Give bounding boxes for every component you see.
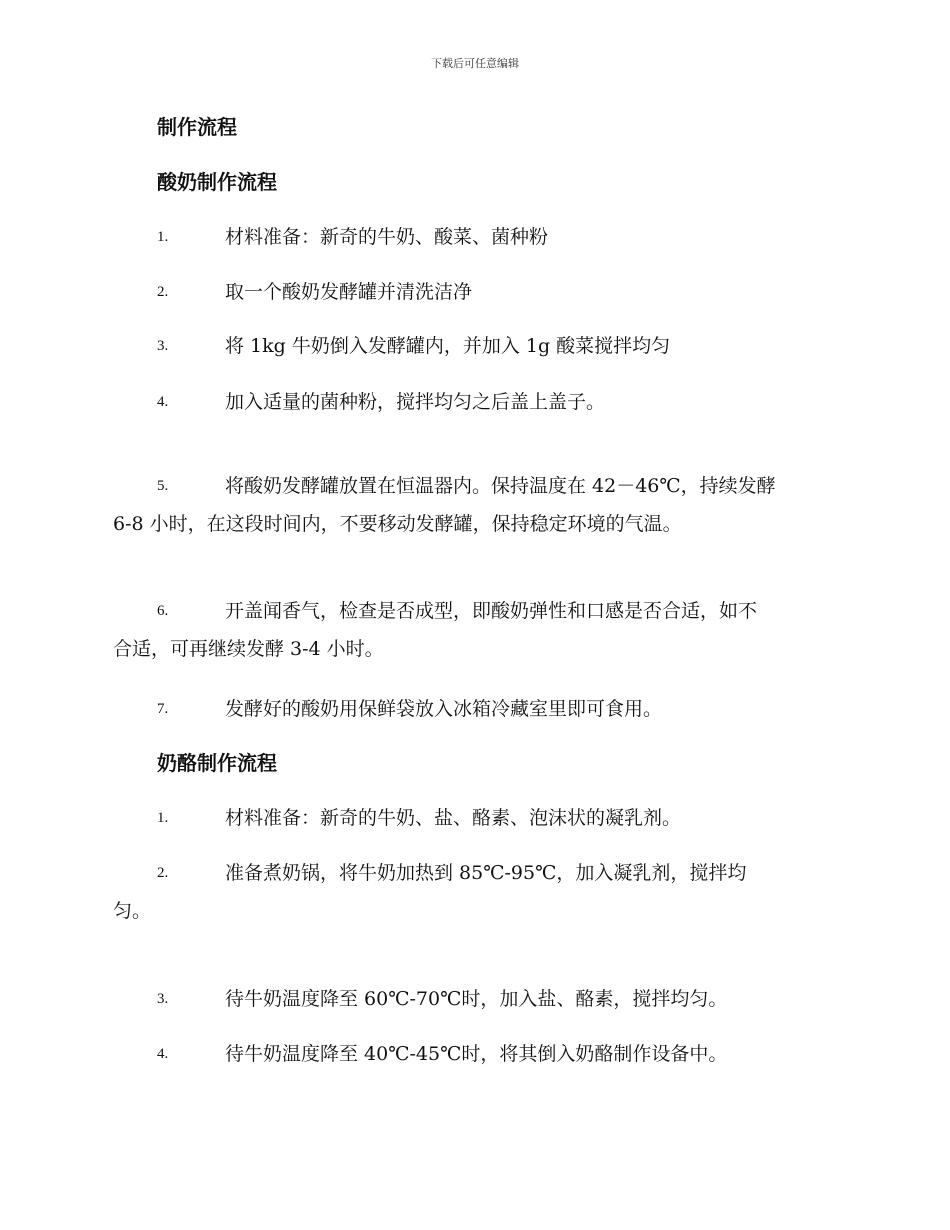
step-number: 3.	[157, 338, 169, 354]
yogurt-step-7	[113, 690, 835, 728]
step-number: 6.	[157, 603, 169, 619]
step-number: 1.	[157, 810, 169, 826]
cheese-section-heading: 奶酪制作流程	[157, 751, 277, 775]
step-text: 待牛奶温度降至 60℃-70℃时，加入盐、酪素，搅拌均匀。	[225, 988, 728, 1010]
step-text: 将 1kg 牛奶倒入发酵罐内，并加入 1g 酸菜搅拌均匀	[225, 335, 671, 357]
step-text: 发酵好的酸奶用保鲜袋放入冰箱冷藏室里即可食用。	[225, 698, 663, 720]
yogurt-step-1	[113, 218, 835, 256]
yogurt-step-5	[113, 467, 835, 543]
cheese-step-3	[113, 980, 835, 1018]
yogurt-step-4	[113, 383, 835, 421]
step-number: 1.	[157, 229, 169, 245]
step-text: 待牛奶温度降至 40℃-45℃时，将其倒入奶酪制作设备中。	[225, 1043, 728, 1065]
yogurt-step-3	[113, 327, 835, 365]
yogurt-section-heading: 酸奶制作流程	[157, 170, 277, 194]
step-text-continued: 合适，可再继续发酵 3-4 小时。	[113, 638, 384, 660]
step-number: 2.	[157, 865, 169, 881]
yogurt-step-2	[113, 273, 835, 311]
yogurt-step-6	[113, 592, 835, 668]
step-text: 材料准备：新奇的牛奶、酸菜、菌种粉	[225, 226, 549, 248]
step-text: 加入适量的菌种粉，搅拌均匀之后盖上盖子。	[225, 391, 606, 413]
step-text: 将酸奶发酵罐放置在恒温器内。保持温度在 42－46℃，持续发酵	[225, 475, 776, 497]
step-text-continued: 匀。	[113, 900, 152, 922]
step-text: 取一个酸奶发酵罐并清洗洁净	[225, 281, 473, 303]
step-number: 2.	[157, 284, 169, 300]
page-title: 制作流程	[157, 115, 237, 139]
step-number: 4.	[157, 394, 169, 410]
step-text-continued: 6-8 小时，在这段时间内，不要移动发酵罐，保持稳定环境的气温。	[113, 513, 682, 535]
header-note: 下载后可任意编辑	[431, 57, 519, 70]
step-number: 7.	[157, 701, 169, 717]
step-text: 准备煮奶锅，将牛奶加热到 85℃-95℃，加入凝乳剂，搅拌均	[225, 862, 747, 884]
step-number: 5.	[157, 478, 169, 494]
step-text: 材料准备：新奇的牛奶、盐、酪素、泡沫状的凝乳剂。	[225, 807, 682, 829]
step-text: 开盖闻香气，检查是否成型，即酸奶弹性和口感是否合适，如不	[225, 600, 758, 622]
cheese-step-2	[113, 854, 835, 930]
cheese-step-1	[113, 799, 835, 837]
step-number: 3.	[157, 991, 169, 1007]
cheese-step-4	[113, 1035, 835, 1073]
step-number: 4.	[157, 1046, 169, 1062]
